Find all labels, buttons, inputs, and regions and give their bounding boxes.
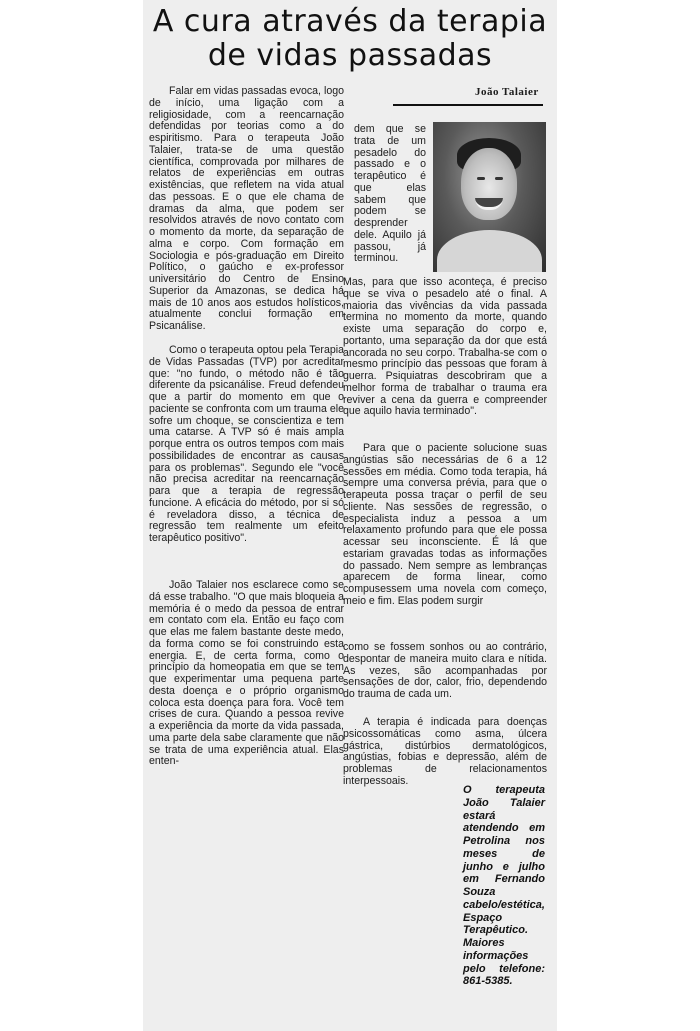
paragraph-text: dem que se trata de um pesadelo do passado e o terapêutico é que elas sabem que podem se desprender dele. Aquilo já passou, já terminou. [354, 123, 426, 265]
paragraph-text: A terapia é indicada para doenças psicossomáticas como asma, úlcera gástrica, distúrbios dermatológicos, angústias, fobias e depressão, além de problemas de relacionamentos interpessoais. [343, 716, 547, 787]
newspaper-clipping [143, 0, 557, 1031]
paragraph-text: Como o terapeuta optou pela Terapia de Vidas Passadas (TVP) por acreditar que: "no fundo, o método não é tão diferente da psicanálise. Freud defendeu que a partir do momento em que o paciente se confronta com um trauma ele sofre um choque, se conscientiza e tem uma catarse. A TVP só é mais ampla porque entra os outros tempos com mais possibilidades de encontrar as causas para os problemas". Segundo ele "você não precisa acreditar na reencarnação para que a terapia de regressão funcione. A eficácia do método, por si só é reveladora disso, a técnica de regressão tem realmente um efeito terapêutico positivo". [149, 344, 344, 544]
headline-line-1: A cura através da terapia [152, 4, 548, 39]
column-2-paragraph-1 [343, 277, 547, 418]
paragraph-text: Mas, para que isso aconteça, é preciso que se viva o pesadelo até o final. A maioria das vivências da vida passada termina no momento da morte, quando existe uma separação do corpo e, portanto, uma separação da dor que está ancorada no seu corpo. Trabalha-se com o mesmo princípio das pessoas que foram à guerra. Psiquiatras descobriram que a melhor forma de trabalhar o trauma era reviver a cena da guerra e compreender que aquilo havia terminado". [343, 276, 547, 418]
column-2-paragraph-3 [343, 642, 547, 701]
paragraph-text: João Talaier nos esclarece como se dá esse trabalho. "O que mais bloqueia a memória é o medo da pessoa de entrar em contato com ela. Então eu faço com que elas me falem bastante deste medo, da forma como se foi construindo esta energia. E, de certa forma, como o princípio da homeopatia em que se tem que experimentar uma pequena parte desta doença e o próprio organismo coloca esta doença para fora. Você tem crises de cura. Quando a pessoa revive a experiência da morte da vida passada, uma parte dela sabe claramente que não se trata de uma experiência atual. Elas enten- [149, 579, 344, 768]
paragraph-text: Falar em vidas passadas evoca, logo de início, uma ligação com a religiosidade, com a reencarnação defendidas por teorias como a do espiritismo. Para o terapeuta João Talaier, trata-se de uma questão científica, comprovada por milhares de relatos de experiências em outras existências, que refletem na vida atual das pessoas. E o que ele chama de dramas da alma, que podem ser resolvidos através de novo contato com o momento da morte, da separação de alma e corpo. Com formação em Sociologia e pós-graduação em Direito Político, o gaúcho e ex-professor universitário do Centro de Ensino Superior da Amazonas, se dedica há mais de 10 anos aos estudos holísticos, atualmente conclui formação em Psicanálise. [149, 85, 344, 332]
paragraph-text: como se fossem sonhos ou ao contrário, despontar de maneira muito clara e nítida. As vezes, são acompanhadas por sensações de dor, calor, frio, dependendo do trauma de cada um. [343, 641, 547, 700]
column-2-paragraph-2 [343, 443, 547, 608]
byline: João Talaier [475, 86, 539, 98]
shirt [437, 230, 542, 272]
column-1-paragraph-1 [149, 86, 344, 333]
eye-left [477, 177, 485, 180]
headline-line-2: de vidas passadas [207, 38, 493, 73]
byline-rule [393, 104, 543, 106]
eye-right [495, 177, 503, 180]
column-2-paragraph-4 [343, 717, 547, 788]
paragraph-text: Para que o paciente solucione suas angústias são necessárias de 6 a 12 sessões em média. Como toda terapia, há sempre uma conversa prévia, para que o terapeuta possa traçar o perfil de seu cliente. Nas sessões de regressão, o especialista induz a pessoa a um relaxamento profundo para que ele possa acessar seu inconsciente. É lá que estariam gravadas todas as informações do passado. Nem sempre as lembranças aparecem de forma linear, como compusessem uma novela com começo, meio e fim. Elas podem surgir [343, 442, 547, 607]
column-1-paragraph-2 [149, 345, 344, 545]
sidebar-note: O terapeuta João Talaier estará atendendo em Petrolina nos meses de junho e julho em Fernando Souza cabelo/estética, Espaço Terapêutico. Maiores informações pelo telefone: 861-5385. [463, 784, 545, 988]
column-2-narrow-text [354, 124, 426, 265]
column-1-paragraph-3 [149, 580, 344, 768]
portrait-photo [433, 122, 546, 272]
